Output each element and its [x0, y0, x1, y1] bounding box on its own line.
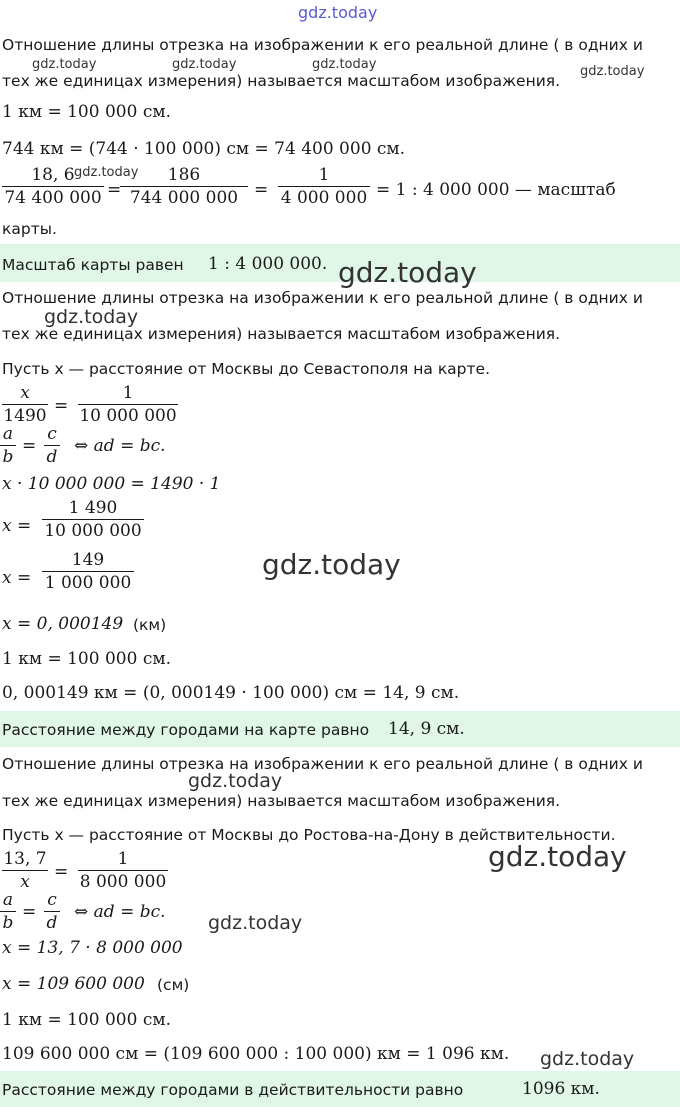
- definition-line-1: Отношение длины отрезка на изображении к его реальной длине ( в одних и: [2, 36, 643, 54]
- numerator: 13, 7: [3, 849, 47, 869]
- fraction-bar: [44, 445, 60, 446]
- watermark: gdz.today: [540, 1048, 635, 1070]
- result: x = 109 600 000: [2, 974, 145, 994]
- watermark: gdz.today: [488, 840, 627, 873]
- numerator: 1 490: [68, 498, 118, 518]
- denominator: 1490: [3, 406, 47, 426]
- watermark: gdz.today: [338, 256, 477, 289]
- equation-left-fraction: [2, 383, 48, 426]
- numerator: x: [20, 383, 30, 403]
- proportion-right-fraction: [44, 890, 60, 933]
- proportion-right-fraction: [44, 424, 60, 467]
- fraction-bar: [78, 870, 168, 871]
- fraction-bar: [120, 186, 248, 187]
- let-statement: Пусть x — расстояние от Москвы до Севастополя на карте.: [2, 360, 491, 378]
- result: x = 0, 000149: [2, 614, 124, 634]
- fraction-bar: [2, 186, 104, 187]
- numerator: 1: [117, 849, 129, 869]
- equals-sign: =: [22, 436, 37, 456]
- fraction-bar: [42, 571, 134, 572]
- denominator: d: [46, 447, 58, 467]
- fraction-bar: [278, 186, 370, 187]
- scale-ratio-tail: карты.: [2, 220, 57, 238]
- fraction-2: [120, 165, 248, 208]
- watermark: gdz.today: [208, 912, 303, 934]
- definition-line-1: Отношение длины отрезка на изображении к его реальной длине ( в одних и: [2, 289, 643, 307]
- fraction-3-numerator: 1: [318, 165, 330, 185]
- equals-sign: =: [54, 862, 69, 882]
- unit-conversion: 1 км = 100 000 см.: [2, 649, 171, 669]
- numerator: 1: [122, 383, 134, 403]
- watermark: gdz.today: [580, 64, 645, 79]
- fraction-3: [278, 165, 370, 208]
- distance-conversion: 109 600 000 см = (109 600 000 : 100 000) км = 1 096 км.: [2, 1044, 510, 1064]
- proportion-rule: ⇔ ad = bc.: [74, 902, 166, 922]
- definition-line-1: Отношение длины отрезка на изображении к его реальной длине ( в одних и: [2, 755, 643, 773]
- denominator: 10 000 000: [44, 521, 142, 541]
- fraction-bar: [44, 911, 60, 912]
- equals-sign: =: [54, 396, 69, 416]
- calculation: x = 13, 7 · 8 000 000: [2, 938, 183, 958]
- watermark: gdz.today: [188, 770, 283, 792]
- cross-multiplication: x · 10 000 000 = 1490 · 1: [2, 474, 221, 494]
- fraction-bar: [78, 404, 178, 405]
- distance-conversion: 744 км = (744 · 100 000) см = 74 400 000 см.: [2, 139, 406, 159]
- denominator: b: [2, 447, 14, 467]
- x-equals: x =: [2, 568, 32, 588]
- scale-ratio: = 1 : 4 000 000 — масштаб: [376, 180, 616, 200]
- definition-line-2: тех же единицах измерения) называется масштабом изображения.: [2, 325, 561, 343]
- fraction-bar: [2, 870, 48, 871]
- numerator: 149: [71, 550, 105, 570]
- equals-sign: =: [107, 180, 122, 200]
- answer-text: Расстояние между городами в действительности равно: [2, 1081, 464, 1099]
- fraction-3-denominator: 4 000 000: [280, 188, 368, 208]
- fraction-bar: [0, 911, 16, 912]
- fraction-2-denominator: 744 000 000: [129, 188, 239, 208]
- answer-text: Масштаб карты равен: [2, 256, 184, 274]
- numerator: a: [2, 890, 14, 910]
- header-watermark: gdz.today: [298, 3, 378, 22]
- numerator: c: [47, 424, 57, 444]
- equation-right-fraction: [78, 849, 168, 892]
- denominator: b: [2, 913, 14, 933]
- watermark: gdz.today: [32, 57, 97, 72]
- denominator: d: [46, 913, 58, 933]
- equals-sign: =: [254, 180, 269, 200]
- proportion-left-fraction: [0, 424, 16, 467]
- denominator: 8 000 000: [79, 872, 167, 892]
- answer-value: 14, 9 см.: [388, 719, 465, 739]
- watermark: gdz.today: [312, 57, 377, 72]
- unit-conversion: 1 км = 100 000 см.: [2, 1010, 171, 1030]
- answer-value: 1 : 4 000 000.: [208, 254, 328, 274]
- equals-sign: =: [22, 902, 37, 922]
- numerator: a: [2, 424, 14, 444]
- fraction-1-denominator: 74 400 000: [4, 188, 102, 208]
- solution-fraction-1: [42, 498, 144, 541]
- proportion-left-fraction: [0, 890, 16, 933]
- fraction-2-numerator: 186: [167, 165, 201, 185]
- watermark: gdz.today: [172, 57, 237, 72]
- let-statement: Пусть x — расстояние от Москвы до Ростова-на-Дону в действительности.: [2, 826, 616, 844]
- watermark: gdz.today: [74, 165, 139, 180]
- proportion-rule: ⇔ ad = bc.: [74, 436, 166, 456]
- result-unit: (км): [133, 616, 167, 634]
- denominator: 10 000 000: [79, 406, 177, 426]
- watermark: gdz.today: [44, 306, 139, 328]
- fraction-bar: [0, 445, 16, 446]
- x-equals: x =: [2, 516, 32, 536]
- fraction-bar: [2, 404, 48, 405]
- numerator: c: [47, 890, 57, 910]
- denominator: x: [20, 872, 30, 892]
- solution-fraction-2: [42, 550, 134, 593]
- denominator: 1 000 000: [44, 573, 132, 593]
- unit-conversion: 1 км = 100 000 см.: [2, 102, 171, 122]
- distance-conversion: 0, 000149 км = (0, 000149 · 100 000) см = 14, 9 см.: [2, 683, 460, 703]
- equation-right-fraction: [78, 383, 178, 426]
- fraction-1-numerator: 18, 6: [31, 165, 75, 185]
- answer-value: 1096 км.: [522, 1079, 600, 1099]
- definition-line-2: тех же единицах измерения) называется масштабом изображения.: [2, 72, 561, 90]
- watermark: gdz.today: [262, 548, 401, 581]
- answer-text: Расстояние между городами на карте равно: [2, 721, 370, 739]
- definition-line-2: тех же единицах измерения) называется масштабом изображения.: [2, 792, 561, 810]
- equation-left-fraction: [2, 849, 48, 892]
- result-unit: (см): [157, 976, 190, 994]
- fraction-bar: [42, 519, 144, 520]
